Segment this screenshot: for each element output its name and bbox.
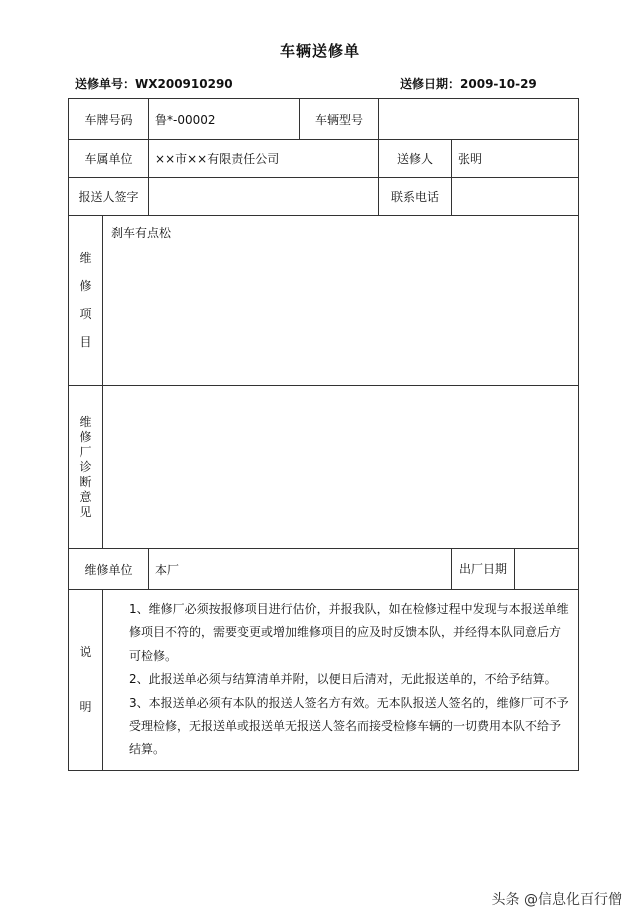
repair-unit-value[interactable]: 本厂 bbox=[149, 549, 452, 590]
note-item: 3、本报送单必须有本队的报送人签名方有效。无本队报送人签名的，维修厂可不予受理检修，无报送单或报送单无报送人签名而接受检修车辆的一切费用本队不给予结算。 bbox=[129, 695, 569, 757]
table-row bbox=[69, 590, 579, 771]
diagnosis-char: 修 bbox=[79, 429, 92, 444]
watermark: 头条 @信息化百行僧 bbox=[491, 892, 622, 908]
repair-items-char: 修 bbox=[79, 279, 92, 293]
exit-date-label: 出厂日期 bbox=[452, 549, 515, 589]
model-value[interactable] bbox=[379, 99, 579, 140]
diagnosis-value[interactable] bbox=[103, 386, 579, 549]
delivery-date-label: 送修日期： bbox=[400, 77, 461, 91]
repair-items-label bbox=[69, 216, 103, 386]
phone-label: 联系电话 bbox=[379, 178, 452, 216]
notes-label bbox=[69, 590, 103, 771]
repair-unit-label: 维修单位 bbox=[69, 549, 149, 590]
sender-label: 送修人 bbox=[379, 140, 452, 178]
form-title: 车辆送修单 bbox=[279, 42, 360, 60]
repair-items-value[interactable]: 刹车有点松 bbox=[103, 216, 579, 386]
delivery-date-value: 2009-10-29 bbox=[460, 77, 537, 91]
diagnosis-char: 诊 bbox=[79, 459, 92, 474]
plate-label: 车牌号码 bbox=[69, 99, 149, 140]
signature-label: 报送人签字 bbox=[69, 178, 149, 216]
diagnosis-char: 维 bbox=[79, 414, 92, 429]
diagnosis-char: 意 bbox=[79, 489, 92, 504]
note-item: 1、维修厂必须按报修项目进行估价，并报我队，如在检修过程中发现与本报送单维修项目不符的，需要变更或增加维修项目的应及时反馈本队，并经得本队同意后方可检修。 bbox=[129, 602, 569, 663]
table-row bbox=[69, 549, 579, 590]
exit-date-cell bbox=[452, 549, 579, 590]
order-number-label: 送修单号： bbox=[75, 77, 136, 91]
diagnosis-char: 断 bbox=[79, 474, 92, 489]
notes-char: 明 bbox=[79, 699, 92, 714]
table-row bbox=[69, 386, 579, 549]
order-number bbox=[75, 75, 233, 92]
unit-label: 车属单位 bbox=[69, 140, 149, 178]
signature-value[interactable] bbox=[149, 178, 379, 216]
table-row bbox=[69, 178, 579, 216]
model-label: 车辆型号 bbox=[300, 99, 379, 140]
notes-char: 说 bbox=[79, 644, 92, 659]
table-row bbox=[69, 216, 579, 386]
diagnosis-char: 厂 bbox=[79, 444, 92, 459]
unit-value[interactable]: ××市××有限责任公司 bbox=[149, 140, 379, 178]
plate-value[interactable]: 鲁*-00002 bbox=[149, 99, 300, 140]
phone-value[interactable] bbox=[452, 178, 579, 216]
repair-items-char: 目 bbox=[79, 335, 92, 349]
diagnosis-char: 见 bbox=[79, 504, 92, 519]
note-item: 2、此报送单必须与结算清单并附，以便日后清对，无此报送单的，不给予结算。 bbox=[129, 672, 557, 687]
order-number-value: WX200910290 bbox=[135, 77, 233, 91]
table-row bbox=[69, 140, 579, 178]
notes-content bbox=[103, 590, 579, 771]
delivery-date bbox=[400, 75, 537, 92]
sender-value[interactable]: 张明 bbox=[452, 140, 579, 178]
diagnosis-label bbox=[69, 386, 103, 549]
repair-items-char: 维 bbox=[79, 251, 92, 265]
table-row bbox=[69, 99, 579, 140]
repair-form-table bbox=[68, 98, 579, 771]
repair-items-char: 项 bbox=[79, 307, 92, 321]
